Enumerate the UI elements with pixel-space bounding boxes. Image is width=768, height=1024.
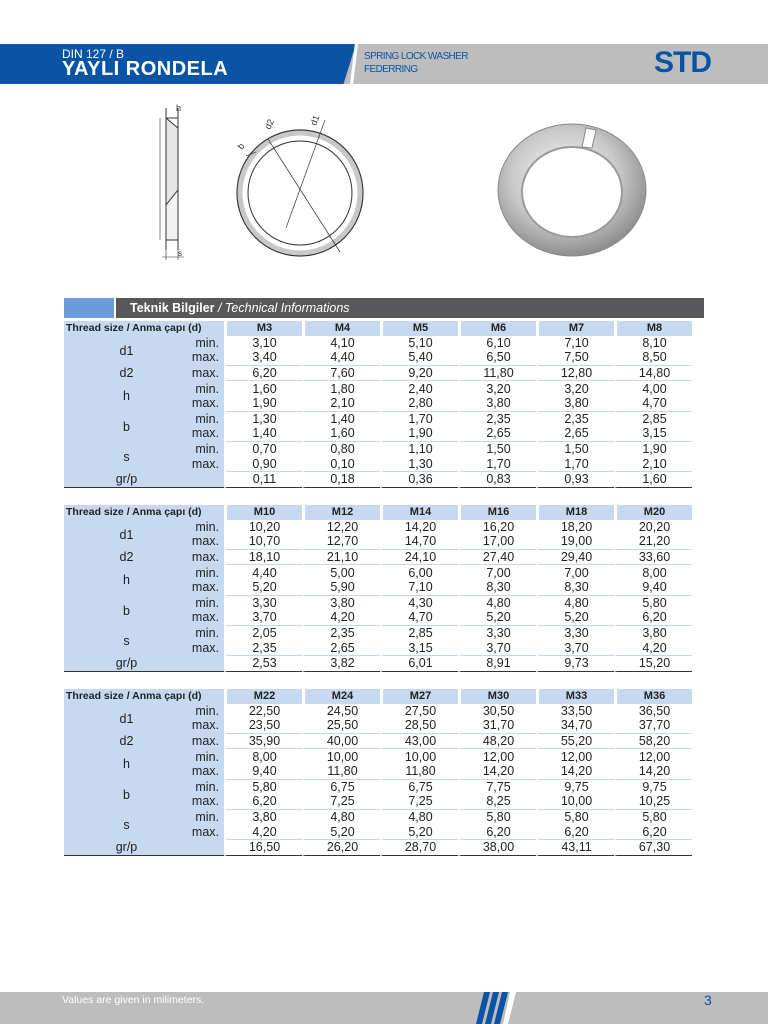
value-cell: 4,20 [302,610,380,626]
value-cell: 34,70 [536,718,614,734]
param-name: h [64,749,189,779]
size-header: M22 [224,689,302,704]
value-cell: 0,93 [536,472,614,488]
value-cell: 4,00 [614,381,692,396]
value-cell: 29,40 [536,550,614,566]
tolerance-label [189,656,224,672]
value-cell: 5,20 [458,610,536,626]
value-cell: 4,80 [458,596,536,611]
value-cell: 2,65 [458,426,536,442]
value-cell: 10,20 [224,520,302,535]
tolerance-label: max. [189,610,224,626]
tolerance-label: min. [189,780,224,795]
value-cell: 3,20 [536,381,614,396]
value-cell: 17,00 [458,534,536,550]
value-cell: 3,40 [224,350,302,366]
value-cell: 16,20 [458,520,536,535]
value-cell: 43,11 [536,840,614,856]
tolerance-label: min. [189,565,224,580]
value-cell: 4,30 [380,596,458,611]
table-row [64,749,692,764]
value-cell: 14,20 [458,764,536,780]
value-cell: 1,70 [536,456,614,472]
value-cell: 8,30 [536,580,614,596]
value-cell: 4,70 [614,396,692,412]
value-cell: 24,10 [380,550,458,566]
value-cell: 27,50 [380,704,458,719]
value-cell: 33,50 [536,704,614,719]
value-cell: 12,20 [302,520,380,535]
value-cell: 4,80 [536,596,614,611]
value-cell: 7,50 [536,350,614,366]
value-cell: 1,80 [302,381,380,396]
value-cell: 2,85 [380,626,458,641]
value-cell: 30,50 [458,704,536,719]
param-name: gr/p [64,656,189,672]
value-cell: 3,80 [224,810,302,825]
din-code: DIN 127 / B [62,47,125,61]
value-cell: 3,30 [224,596,302,611]
value-cell: 1,70 [380,412,458,427]
value-cell: 0,70 [224,442,302,457]
value-cell: 19,00 [536,534,614,550]
value-cell: 5,80 [458,810,536,825]
value-cell: 0,36 [380,472,458,488]
table-row [64,704,692,719]
table-row [64,520,692,535]
value-cell: 1,60 [302,426,380,442]
banner-title-tr: Teknik Bilgiler [130,301,215,315]
value-cell: 6,10 [458,336,536,351]
size-header: M6 [458,321,536,336]
value-cell: 2,40 [380,381,458,396]
german-title: FEDERRING [364,64,418,75]
size-header: M3 [224,321,302,336]
value-cell: 2,35 [536,412,614,427]
value-cell: 12,00 [614,749,692,764]
value-cell: 7,60 [302,366,380,382]
value-cell: 4,80 [302,810,380,825]
value-cell: 12,70 [302,534,380,550]
tolerance-label: max. [189,824,224,840]
footer-stripes-logo [476,992,516,1024]
param-name: s [64,442,189,472]
param-name: b [64,780,189,810]
table-row [64,565,692,580]
tolerance-label: max. [189,718,224,734]
value-cell: 5,20 [380,824,458,840]
label-d1: d1 [308,113,322,127]
table-row [64,412,692,427]
value-cell: 9,73 [536,656,614,672]
tolerance-label: max. [189,734,224,750]
value-cell: 6,20 [614,610,692,626]
side-view [160,108,184,260]
value-cell: 48,20 [458,734,536,750]
banner-title-en: / Technical Informations [214,301,350,315]
value-cell: 1,90 [224,396,302,412]
value-cell: 2,35 [458,412,536,427]
washer-technical-drawing [150,100,380,265]
size-header: M24 [302,689,380,704]
value-cell: 3,15 [380,640,458,656]
param-name: d2 [64,550,189,566]
spec-table-m22-m36 [64,689,692,856]
value-cell: 6,75 [302,780,380,795]
value-cell: 6,01 [380,656,458,672]
value-cell: 3,10 [224,336,302,351]
size-header: M4 [302,321,380,336]
thread-size-header: Thread size / Anma çapı (d) [64,505,224,520]
value-cell: 1,40 [302,412,380,427]
tolerance-label: max. [189,580,224,596]
param-name: gr/p [64,840,189,856]
value-cell: 35,90 [224,734,302,750]
value-cell: 23,50 [224,718,302,734]
footer-note: Values are given in milimeters. [62,994,205,1006]
param-name: d1 [64,704,189,734]
value-cell: 14,20 [614,764,692,780]
size-header: M14 [380,505,458,520]
param-name: b [64,412,189,442]
value-cell: 7,00 [458,565,536,580]
value-cell: 26,20 [302,840,380,856]
value-cell: 3,70 [224,610,302,626]
size-header: M5 [380,321,458,336]
value-cell: 6,20 [458,824,536,840]
value-cell: 2,85 [614,412,692,427]
value-cell: 7,75 [458,780,536,795]
spec-table-m10-m20 [64,505,692,672]
value-cell: 2,80 [380,396,458,412]
value-cell: 16,50 [224,840,302,856]
value-cell: 3,20 [458,381,536,396]
technical-info-banner [116,298,704,318]
tolerance-label: max. [189,456,224,472]
table-row [64,734,692,750]
thread-size-header: Thread size / Anma çapı (d) [64,689,224,704]
value-cell: 7,25 [380,794,458,810]
std-logo: STD [654,46,711,79]
value-cell: 8,50 [614,350,692,366]
tolerance-label: min. [189,704,224,719]
table-row [64,840,692,856]
size-header: M36 [614,689,692,704]
tolerance-label: max. [189,350,224,366]
param-name: s [64,626,189,656]
value-cell: 1,90 [614,442,692,457]
page-title: YAYLI RONDELA [62,58,229,80]
table-row [64,381,692,396]
value-cell: 5,20 [536,610,614,626]
value-cell: 10,70 [224,534,302,550]
param-name: d1 [64,520,189,550]
label-b: b [235,141,247,152]
tolerance-label: min. [189,596,224,611]
param-name: d2 [64,366,189,382]
value-cell: 1,50 [458,442,536,457]
value-cell: 4,40 [302,350,380,366]
size-header: M30 [458,689,536,704]
value-cell: 5,10 [380,336,458,351]
size-header: M27 [380,689,458,704]
value-cell: 1,90 [380,426,458,442]
param-name: b [64,596,189,626]
value-cell: 43,00 [380,734,458,750]
value-cell: 11,80 [458,366,536,382]
value-cell: 3,80 [458,396,536,412]
value-cell: 18,20 [536,520,614,535]
value-cell: 38,00 [458,840,536,856]
label-d2: d2 [262,117,277,131]
value-cell: 7,10 [536,336,614,351]
value-cell: 0,11 [224,472,302,488]
param-name: gr/p [64,472,189,488]
value-cell: 9,40 [614,580,692,596]
thread-size-header: Thread size / Anma çapı (d) [64,321,224,336]
value-cell: 4,80 [380,810,458,825]
table-row [64,596,692,611]
table-row [64,472,692,488]
tolerance-label: max. [189,366,224,382]
value-cell: 6,20 [224,794,302,810]
value-cell: 12,00 [536,749,614,764]
value-cell: 2,05 [224,626,302,641]
value-cell: 5,90 [302,580,380,596]
label-h: h [176,103,182,113]
value-cell: 1,60 [614,472,692,488]
value-cell: 3,70 [458,640,536,656]
value-cell: 40,00 [302,734,380,750]
value-cell: 3,30 [536,626,614,641]
table-row [64,626,692,641]
param-name: h [64,565,189,595]
value-cell: 3,80 [302,596,380,611]
value-cell: 2,65 [536,426,614,442]
value-cell: 8,00 [224,749,302,764]
tolerance-label: min. [189,626,224,641]
value-cell: 2,35 [224,640,302,656]
value-cell: 28,70 [380,840,458,856]
value-cell: 1,30 [224,412,302,427]
value-cell: 8,91 [458,656,536,672]
value-cell: 5,40 [380,350,458,366]
value-cell: 9,40 [224,764,302,780]
value-cell: 4,40 [224,565,302,580]
tolerance-label: min. [189,336,224,351]
spec-table-m3-m8 [64,321,692,488]
value-cell: 6,20 [224,366,302,382]
value-cell: 27,40 [458,550,536,566]
value-cell: 6,50 [458,350,536,366]
value-cell: 1,70 [458,456,536,472]
value-cell: 2,10 [302,396,380,412]
value-cell: 55,20 [536,734,614,750]
value-cell: 58,20 [614,734,692,750]
value-cell: 6,20 [614,824,692,840]
size-header: M8 [614,321,692,336]
value-cell: 1,50 [536,442,614,457]
value-cell: 3,15 [614,426,692,442]
value-cell: 8,10 [614,336,692,351]
value-cell: 36,50 [614,704,692,719]
value-cell: 5,80 [614,810,692,825]
value-cell: 3,80 [614,626,692,641]
tolerance-label: max. [189,764,224,780]
tolerance-label: max. [189,426,224,442]
value-cell: 0,18 [302,472,380,488]
size-header: M7 [536,321,614,336]
top-view [237,117,363,256]
value-cell: 24,50 [302,704,380,719]
tolerance-label: min. [189,442,224,457]
tolerance-label: max. [189,396,224,412]
value-cell: 5,20 [302,824,380,840]
value-cell: 31,70 [458,718,536,734]
value-cell: 10,00 [380,749,458,764]
value-cell: 12,00 [458,749,536,764]
value-cell: 21,10 [302,550,380,566]
value-cell: 18,10 [224,550,302,566]
value-cell: 0,10 [302,456,380,472]
param-name: h [64,381,189,411]
size-header: M33 [536,689,614,704]
washer-photo [492,120,652,260]
value-cell: 7,00 [536,565,614,580]
param-name: d1 [64,336,189,366]
value-cell: 10,00 [302,749,380,764]
tolerance-label: max. [189,640,224,656]
size-header: M18 [536,505,614,520]
value-cell: 1,30 [380,456,458,472]
param-name: s [64,810,189,840]
value-cell: 1,60 [224,381,302,396]
value-cell: 11,80 [302,764,380,780]
value-cell: 14,70 [380,534,458,550]
value-cell: 9,75 [614,780,692,795]
tolerance-label: max. [189,534,224,550]
size-header: M16 [458,505,536,520]
value-cell: 14,80 [614,366,692,382]
tolerance-label: max. [189,550,224,566]
value-cell: 28,50 [380,718,458,734]
table-row [64,656,692,672]
value-cell: 21,20 [614,534,692,550]
value-cell: 4,10 [302,336,380,351]
value-cell: 0,83 [458,472,536,488]
value-cell: 10,00 [536,794,614,810]
value-cell: 14,20 [380,520,458,535]
value-cell: 2,65 [302,640,380,656]
value-cell: 8,30 [458,580,536,596]
value-cell: 3,82 [302,656,380,672]
value-cell: 5,20 [224,580,302,596]
tolerance-label [189,472,224,488]
value-cell: 2,35 [302,626,380,641]
value-cell: 5,80 [536,810,614,825]
label-s: s [178,249,182,258]
english-title: SPRING LOCK WASHER [364,51,468,62]
value-cell: 5,80 [224,780,302,795]
value-cell: 7,25 [302,794,380,810]
value-cell: 3,30 [458,626,536,641]
value-cell: 67,30 [614,840,692,856]
value-cell: 4,20 [614,640,692,656]
tolerance-label: min. [189,749,224,764]
value-cell: 1,10 [380,442,458,457]
value-cell: 12,80 [536,366,614,382]
tolerance-label: min. [189,381,224,396]
table-row [64,810,692,825]
value-cell: 14,20 [536,764,614,780]
value-cell: 4,70 [380,610,458,626]
value-cell: 5,00 [302,565,380,580]
tolerance-label: max. [189,794,224,810]
value-cell: 6,75 [380,780,458,795]
size-header: M20 [614,505,692,520]
value-cell: 6,00 [380,565,458,580]
value-cell: 3,80 [536,396,614,412]
tolerance-label: min. [189,810,224,825]
tolerance-label: min. [189,520,224,535]
table-row [64,336,692,351]
size-header: M12 [302,505,380,520]
value-cell: 15,20 [614,656,692,672]
value-cell: 8,25 [458,794,536,810]
value-cell: 2,53 [224,656,302,672]
value-cell: 7,10 [380,580,458,596]
value-cell: 25,50 [302,718,380,734]
value-cell: 11,80 [380,764,458,780]
value-cell: 10,25 [614,794,692,810]
value-cell: 4,20 [224,824,302,840]
param-name: d2 [64,734,189,750]
tolerance-label: min. [189,412,224,427]
value-cell: 0,80 [302,442,380,457]
size-header: M10 [224,505,302,520]
value-cell: 5,80 [614,596,692,611]
value-cell: 9,20 [380,366,458,382]
value-cell: 6,20 [536,824,614,840]
value-cell: 2,10 [614,456,692,472]
tolerance-label [189,840,224,856]
table-row [64,442,692,457]
value-cell: 1,40 [224,426,302,442]
table-row [64,550,692,566]
value-cell: 9,75 [536,780,614,795]
value-cell: 0,90 [224,456,302,472]
page-number: 3 [704,992,712,1008]
value-cell: 33,60 [614,550,692,566]
value-cell: 3,70 [536,640,614,656]
banner-accent [64,298,114,318]
table-row [64,780,692,795]
value-cell: 22,50 [224,704,302,719]
value-cell: 20,20 [614,520,692,535]
table-row [64,366,692,382]
value-cell: 37,70 [614,718,692,734]
value-cell: 8,00 [614,565,692,580]
